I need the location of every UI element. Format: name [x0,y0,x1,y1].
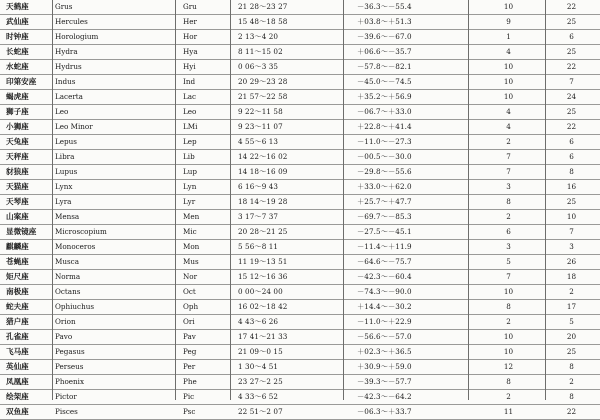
constellation-chinese-name: 小狮座 [0,120,52,135]
declination-range: ＋06.6～－35.7 [343,45,468,60]
constellation-chinese-name: 长蛇座 [0,45,52,60]
table-row [0,165,600,180]
chart-number: 12 [468,360,545,375]
declination-range: ＋22.8～＋41.4 [343,120,468,135]
chart-number: 8 [468,300,545,315]
constellation-chinese-name: 狮子座 [0,105,52,120]
map-number: 24 [545,90,600,105]
declination-range: －11.4～＋11.9 [343,240,468,255]
table-row [0,405,600,420]
constellation-latin-name: Musca [52,255,175,270]
constellation-latin-name: Orion [52,315,175,330]
declination-range: ＋30.9～＋59.0 [343,360,468,375]
right-ascension-range: 20 29～23 28 [230,75,343,90]
right-ascension-range: 14 22～16 02 [230,150,343,165]
map-number: 6 [545,150,600,165]
table-row [0,90,600,105]
declination-range: －11.0～＋22.9 [343,315,468,330]
constellation-chinese-name: 蝎虎座 [0,90,52,105]
declination-range: －36.3～－55.4 [343,0,468,15]
constellation-abbreviation: Pic [175,390,230,405]
right-ascension-range: 1 30～4 51 [230,360,343,375]
constellation-abbreviation: Mon [175,240,230,255]
map-number: 8 [545,360,600,375]
constellation-abbreviation: Leo [175,105,230,120]
chart-number: 7 [468,270,545,285]
constellation-latin-name: Pictor [52,390,175,405]
map-number: 25 [545,105,600,120]
constellation-chinese-name: 水蛇座 [0,60,52,75]
constellation-latin-name: Microscopium [52,225,175,240]
map-number: 17 [545,300,600,315]
declination-range: －27.5～－45.1 [343,225,468,240]
map-number: 18 [545,270,600,285]
constellation-chinese-name: 南极座 [0,285,52,300]
right-ascension-range: 0 06～3 35 [230,60,343,75]
constellation-abbreviation: Gru [175,0,230,15]
chart-number: 3 [468,180,545,195]
constellation-chinese-name: 凤凰座 [0,375,52,390]
table-row [0,15,600,30]
table-row [0,60,600,75]
constellation-latin-name: Lepus [52,135,175,150]
chart-number: 8 [468,195,545,210]
constellation-abbreviation: Hor [175,30,230,45]
right-ascension-range: 17 41～21 33 [230,330,343,345]
table-row [0,255,600,270]
chart-number: 10 [468,60,545,75]
constellation-latin-name: Libra [52,150,175,165]
map-number: 16 [545,180,600,195]
declination-range: －06.7～＋33.0 [343,105,468,120]
constellation-abbreviation: Hyi [175,60,230,75]
map-number: 26 [545,255,600,270]
map-number: 7 [545,75,600,90]
constellation-latin-name: Hercules [52,15,175,30]
constellation-latin-name: Lupus [52,165,175,180]
right-ascension-range: 23 27～2 25 [230,375,343,390]
constellation-latin-name: Hydra [52,45,175,60]
table-row [0,120,600,135]
column-divider [230,0,231,400]
declination-range: ＋02.3～＋36.5 [343,345,468,360]
constellation-latin-name: Lacerta [52,90,175,105]
map-number: 22 [545,60,600,75]
map-number: 10 [545,210,600,225]
constellation-abbreviation: Lep [175,135,230,150]
table-row [0,285,600,300]
map-number: 8 [545,390,600,405]
map-number: 22 [545,120,600,135]
declination-range: －56.6～－57.0 [343,330,468,345]
table-row [0,210,600,225]
constellation-chinese-name: 显微镜座 [0,225,52,240]
constellation-chinese-name: 矩尺座 [0,270,52,285]
map-number: 25 [545,195,600,210]
map-number: 25 [545,15,600,30]
chart-number: 4 [468,105,545,120]
declination-range: －42.3～－60.4 [343,270,468,285]
table-row [0,375,600,390]
chart-number: 7 [468,150,545,165]
right-ascension-range: 11 19～13 51 [230,255,343,270]
table-row [0,135,600,150]
constellation-chinese-name: 孔雀座 [0,330,52,345]
table-row [0,75,600,90]
declination-range: －00.5～－30.0 [343,150,468,165]
map-number: 5 [545,315,600,330]
constellation-chinese-name: 印第安座 [0,75,52,90]
constellation-abbreviation: Mus [175,255,230,270]
chart-number: 2 [468,210,545,225]
right-ascension-range: 6 16～9 43 [230,180,343,195]
right-ascension-range: 8 11～15 02 [230,45,343,60]
constellation-chinese-name: 麒麟座 [0,240,52,255]
map-number: 22 [545,0,600,15]
constellation-latin-name: Mensa [52,210,175,225]
constellation-chinese-name: 时钟座 [0,30,52,45]
constellation-latin-name: Horologium [52,30,175,45]
constellation-abbreviation: Lyr [175,195,230,210]
right-ascension-range: 21 09～0 15 [230,345,343,360]
map-number: 3 [545,240,600,255]
table-row [0,105,600,120]
table-row [0,300,600,315]
right-ascension-range: 15 12～16 36 [230,270,343,285]
constellation-chinese-name: 天猫座 [0,180,52,195]
constellation-abbreviation: Nor [175,270,230,285]
table-row [0,360,600,375]
constellation-abbreviation: Phe [175,375,230,390]
right-ascension-range: 16 02～18 42 [230,300,343,315]
chart-number: 9 [468,15,545,30]
map-number: 22 [545,405,600,420]
right-ascension-range: 20 28～21 25 [230,225,343,240]
constellation-chinese-name: 飞马座 [0,345,52,360]
constellation-abbreviation: Pav [175,330,230,345]
declination-range: －42.3～－64.2 [343,390,468,405]
constellation-chinese-name: 绘架座 [0,390,52,405]
constellation-latin-name: Lyra [52,195,175,210]
constellation-chinese-name: 天兔座 [0,135,52,150]
declination-range: －39.3～－57.7 [343,375,468,390]
table-row [0,225,600,240]
right-ascension-range: 18 14～19 28 [230,195,343,210]
right-ascension-range: 21 57～22 58 [230,90,343,105]
right-ascension-range: 9 22～11 58 [230,105,343,120]
declination-range: －11.0～－27.3 [343,135,468,150]
constellation-chinese-name: 天秤座 [0,150,52,165]
declination-range: －39.6～－67.0 [343,30,468,45]
table-row [0,180,600,195]
chart-number: 6 [468,225,545,240]
constellation-chinese-name: 猎户座 [0,315,52,330]
constellation-chinese-name: 天琴座 [0,195,52,210]
constellation-chinese-name: 双鱼座 [0,405,52,420]
constellation-chinese-name: 武仙座 [0,15,52,30]
constellation-abbreviation: Oct [175,285,230,300]
table-row [0,150,600,165]
constellation-abbreviation: Mic [175,225,230,240]
right-ascension-range: 22 51～2 07 [230,405,343,420]
constellation-latin-name: Leo [52,105,175,120]
constellation-chinese-name: 蛇夫座 [0,300,52,315]
declination-range: ＋33.0～＋62.0 [343,180,468,195]
table-row [0,195,600,210]
chart-number: 2 [468,135,545,150]
column-divider [468,0,469,400]
table-row [0,240,600,255]
chart-number: 5 [468,255,545,270]
table-row [0,330,600,345]
right-ascension-range: 0 00～24 00 [230,285,343,300]
chart-number: 3 [468,240,545,255]
declination-range: －64.6～－75.7 [343,255,468,270]
right-ascension-range: 4 33～6 52 [230,390,343,405]
right-ascension-range: 4 43～6 26 [230,315,343,330]
chart-number: 10 [468,90,545,105]
chart-number: 11 [468,405,545,420]
chart-number: 10 [468,330,545,345]
chart-number: 10 [468,75,545,90]
constellation-abbreviation: Peg [175,345,230,360]
map-number: 2 [545,285,600,300]
declination-range: －06.3～＋33.7 [343,405,468,420]
constellation-abbreviation: Her [175,15,230,30]
constellation-latin-name: Norma [52,270,175,285]
map-number: 20 [545,330,600,345]
table-row [0,45,600,60]
constellation-latin-name: Octans [52,285,175,300]
declination-range: ＋03.8～＋51.3 [343,15,468,30]
map-number: 2 [545,375,600,390]
declination-range: －74.3～－90.0 [343,285,468,300]
constellation-latin-name: Perseus [52,360,175,375]
map-number: 6 [545,30,600,45]
map-number: 25 [545,45,600,60]
constellation-latin-name: Pegasus [52,345,175,360]
constellation-chinese-name: 天鹤座 [0,0,52,15]
chart-number: 8 [468,375,545,390]
constellation-abbreviation: Ind [175,75,230,90]
constellation-latin-name: Hydrus [52,60,175,75]
constellation-latin-name: Pavo [52,330,175,345]
constellation-chinese-name: 山案座 [0,210,52,225]
map-number: 25 [545,345,600,360]
chart-number: 10 [468,345,545,360]
column-divider [545,0,546,400]
table-row [0,390,600,405]
chart-number: 4 [468,45,545,60]
constellation-abbreviation: Lyn [175,180,230,195]
right-ascension-range: 5 56～8 11 [230,240,343,255]
column-divider [343,0,344,400]
constellation-abbreviation: Lup [175,165,230,180]
constellation-latin-name: Indus [52,75,175,90]
constellation-abbreviation: Lac [175,90,230,105]
table-row [0,315,600,330]
constellation-latin-name: Leo Minor [52,120,175,135]
right-ascension-range: 21 28～23 27 [230,0,343,15]
chart-number: 2 [468,315,545,330]
constellation-abbreviation: Hya [175,45,230,60]
table-row [0,30,600,45]
declination-range: －45.0～－74.5 [343,75,468,90]
constellation-latin-name: Ophiuchus [52,300,175,315]
right-ascension-range: 2 13～4 20 [230,30,343,45]
constellation-latin-name: Lynx [52,180,175,195]
right-ascension-range: 9 23～11 07 [230,120,343,135]
constellation-abbreviation: LMi [175,120,230,135]
constellation-latin-name: Monoceros [52,240,175,255]
constellation-abbreviation: Per [175,360,230,375]
declination-range: ＋35.2～＋56.9 [343,90,468,105]
map-number: 8 [545,165,600,180]
declination-range: －29.8～－55.6 [343,165,468,180]
constellation-chinese-name: 英仙座 [0,360,52,375]
column-divider [52,0,53,400]
chart-number: 1 [468,30,545,45]
declination-range: ＋14.4～－30.2 [343,300,468,315]
map-number: 7 [545,225,600,240]
right-ascension-range: 4 55～6 13 [230,135,343,150]
chart-number: 10 [468,0,545,15]
table-row [0,345,600,360]
declination-range: －69.7～－85.3 [343,210,468,225]
constellation-abbreviation: Men [175,210,230,225]
right-ascension-range: 14 18～16 09 [230,165,343,180]
constellation-abbreviation: Oph [175,300,230,315]
constellation-latin-name: Pisces [52,405,175,420]
map-number: 6 [545,135,600,150]
chart-number: 4 [468,120,545,135]
chart-number: 10 [468,285,545,300]
constellation-abbreviation: Ori [175,315,230,330]
column-divider [175,0,176,400]
right-ascension-range: 15 48～18 58 [230,15,343,30]
chart-number: 7 [468,165,545,180]
right-ascension-range: 3 17～7 37 [230,210,343,225]
constellation-latin-name: Grus [52,0,175,15]
constellation-abbreviation: Lib [175,150,230,165]
constellation-chinese-name: 苍蝇座 [0,255,52,270]
table-row [0,0,600,15]
table-row [0,270,600,285]
declination-range: －57.8～－82.1 [343,60,468,75]
constellation-abbreviation: Psc [175,405,230,420]
chart-number: 2 [468,390,545,405]
declination-range: ＋25.7～＋47.7 [343,195,468,210]
constellation-chinese-name: 豺狼座 [0,165,52,180]
constellation-latin-name: Phoenix [52,375,175,390]
